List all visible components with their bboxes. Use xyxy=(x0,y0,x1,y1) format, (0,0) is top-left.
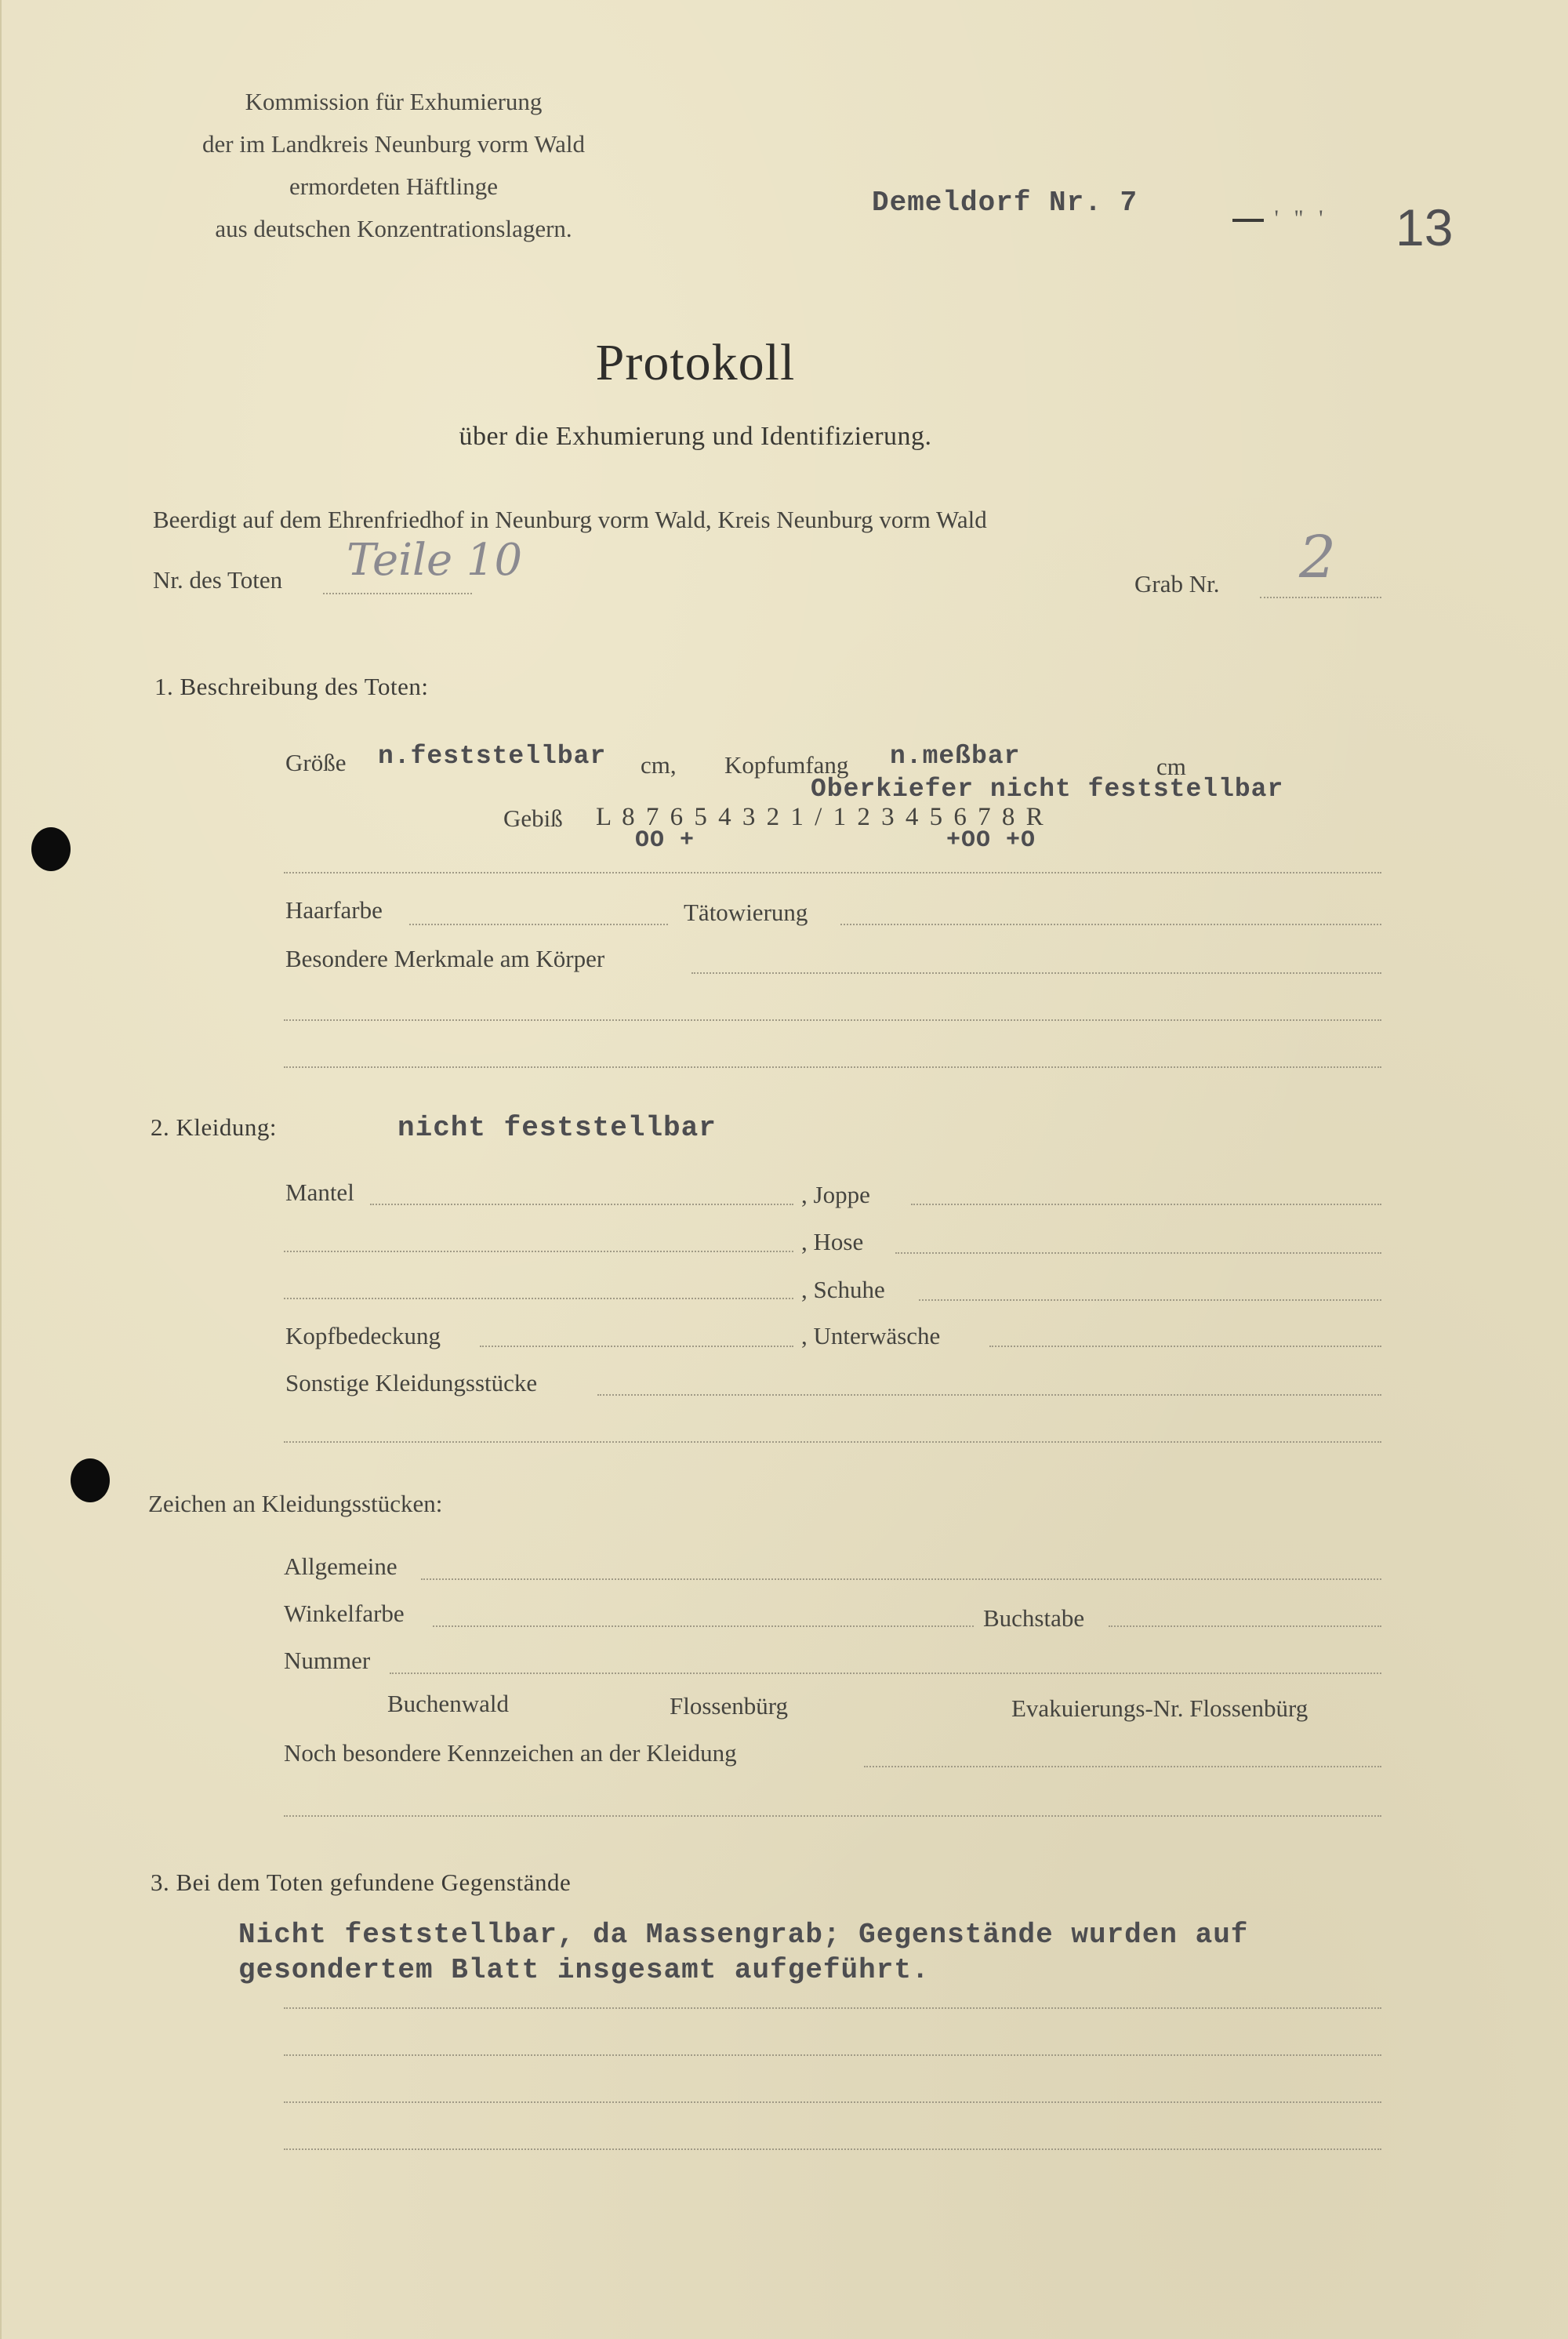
general-label: Allgemeine xyxy=(284,1553,397,1580)
teeth-chart: L 8 7 6 5 4 3 2 1 / 1 2 3 4 5 6 7 8 R xyxy=(596,803,1046,831)
head-circumference-label: Kopfumfang xyxy=(724,751,849,779)
burial-place: Beerdigt auf dem Ehrenfriedhof in Neunburg vorm Wald, Kreis Neunburg vorm Wald xyxy=(153,506,987,533)
reference-number: Demeldorf Nr. 7 xyxy=(872,187,1138,219)
teeth-marks-right: +OO +O xyxy=(946,827,1036,854)
dead-number-label: Nr. des Toten xyxy=(153,566,283,594)
page-number: 13 xyxy=(1396,198,1454,256)
section-1-heading: 1. Beschreibung des Toten: xyxy=(154,673,429,700)
archive-stamp-marks: ' " ' xyxy=(1232,205,1350,240)
head-circumference-unit: cm xyxy=(1156,753,1186,780)
org-line-1: Kommission für Exhumierung xyxy=(245,88,543,115)
upper-jaw-note: Oberkiefer nicht feststellbar xyxy=(811,775,1284,804)
size-unit: cm, xyxy=(641,751,677,779)
org-line-3: ermordeten Häftlinge xyxy=(289,173,498,200)
punch-hole-bottom xyxy=(71,1458,110,1502)
underwear-label: , Unterwäsche xyxy=(801,1322,941,1349)
hair-color-label: Haarfarbe xyxy=(285,896,383,924)
other-clothing-label: Sonstige Kleidungsstücke xyxy=(285,1369,538,1396)
section-2-heading: 2. Kleidung: xyxy=(151,1113,277,1141)
trousers-label: , Hose xyxy=(801,1228,864,1255)
coat-label: Mantel xyxy=(285,1179,354,1206)
items-found-line-1: Nicht feststellbar, da Massengrab; Gegenstände wurden auf xyxy=(238,1919,1249,1951)
size-label: Größe xyxy=(285,749,347,776)
page-subtitle: über die Exhumierung und Identifizierung. xyxy=(459,422,932,451)
section-3-heading: 3. Bei dem Toten gefundene Gegenstände xyxy=(151,1869,572,1896)
dead-number-value: Teile 10 xyxy=(347,535,523,586)
page-title: Protokoll xyxy=(595,334,796,391)
items-found-line-2: gesondertem Blatt insgesamt aufgeführt. xyxy=(238,1954,930,1986)
other-marks-label: Noch besondere Kennzeichen an der Kleidung xyxy=(284,1739,737,1767)
teeth-marks-left: OO + xyxy=(635,827,695,854)
size-value: n.feststellbar xyxy=(378,742,607,771)
teeth-label: Gebiß xyxy=(503,804,563,832)
punch-hole-top xyxy=(31,827,71,871)
number-label: Nummer xyxy=(284,1647,371,1674)
buchenwald-label: Buchenwald xyxy=(387,1690,509,1717)
grave-label: Grab Nr. xyxy=(1134,570,1220,597)
head-circumference-value: n.meßbar xyxy=(890,742,1021,771)
clothing-marks-heading: Zeichen an Kleidungsstücken: xyxy=(148,1490,443,1517)
tattoo-label: Tätowierung xyxy=(684,899,808,926)
org-line-4: aus deutschen Konzentrationslagern. xyxy=(215,215,572,242)
headwear-label: Kopfbedeckung xyxy=(285,1322,441,1349)
clothing-value: nicht feststellbar xyxy=(397,1112,717,1144)
jacket-label: , Joppe xyxy=(801,1181,870,1208)
letter-label: Buchstabe xyxy=(983,1604,1085,1632)
flossenburg-label: Flossenbürg xyxy=(670,1692,789,1720)
evacuation-number-label: Evakuierungs-Nr. Flossenbürg xyxy=(1011,1694,1308,1722)
org-line-2: der im Landkreis Neunburg vorm Wald xyxy=(202,130,585,158)
grave-value: 2 xyxy=(1299,524,1337,591)
triangle-color-label: Winkelfarbe xyxy=(284,1600,405,1627)
shoes-label: , Schuhe xyxy=(801,1276,885,1303)
features-label: Besondere Merkmale am Körper xyxy=(285,945,605,972)
